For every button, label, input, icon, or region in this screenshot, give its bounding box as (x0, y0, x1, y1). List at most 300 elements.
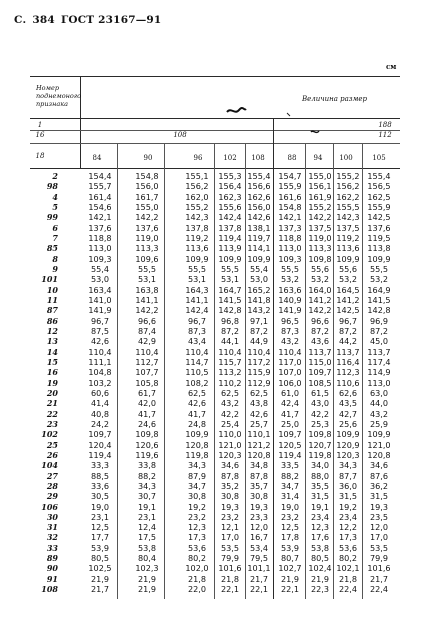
table-cell: 21,9 (137, 573, 157, 584)
table-cell: 142,1 (278, 212, 302, 223)
table-cell: 119,8 (185, 449, 209, 460)
table-cell: 142,2 (308, 212, 332, 223)
table-cell: 165,2 (247, 284, 271, 295)
table-cell: 137,5 (308, 222, 332, 233)
table-cell: 109,9 (185, 429, 209, 440)
table-cell: 53,1 (220, 274, 240, 285)
table-cell: 62,5 (220, 387, 240, 398)
table-cell: 156,5 (367, 181, 391, 192)
table-cell: 156,2 (336, 181, 360, 192)
table-cell: 163,6 (278, 284, 302, 295)
table-cell: 164,9 (367, 284, 391, 295)
table-cell: 101,1 (247, 563, 271, 574)
table-cell: 155,7 (88, 181, 112, 192)
table-cell: 106,0 (278, 377, 302, 388)
table-cell: 62,5 (187, 387, 207, 398)
table-cell: 31,4 (280, 491, 300, 502)
table-cell: 79,9 (369, 553, 389, 564)
row-label: 2 (52, 171, 58, 181)
table-cell: 23,2 (220, 511, 240, 522)
table-cell: 110,2 (218, 377, 242, 388)
table-cell: 110,4 (185, 346, 209, 357)
table-cell: 115,7 (218, 356, 242, 367)
table-cell: 137,3 (278, 222, 302, 233)
table-cell: 34,0 (310, 460, 330, 471)
table-cell: 141,9 (278, 305, 302, 316)
row-label: 102 (41, 429, 58, 440)
table-cell: 112,9 (247, 377, 271, 388)
col-header: 96 (193, 154, 203, 162)
table-cell: 44,9 (249, 336, 269, 347)
table-cell: 140,9 (278, 294, 302, 305)
table-cell: 34,3 (338, 460, 358, 471)
col-102 (215, 171, 245, 594)
table-cell: 109,7 (308, 367, 332, 378)
table-cell: 141,2 (336, 294, 360, 305)
table-cell: 87,2 (220, 325, 240, 336)
table-cell: 36,0 (338, 480, 358, 491)
table-cell: 120,4 (88, 439, 112, 450)
size-value-header: Величина размер (302, 95, 368, 103)
table-cell: 117,4 (367, 356, 391, 367)
table-cell: 17,3 (187, 532, 207, 543)
table-cell: 21,7 (369, 573, 389, 584)
table-cell: 87,4 (137, 325, 157, 336)
table-cell: 55,6 (310, 263, 330, 274)
table-cell: 119,0 (135, 232, 159, 243)
table-cell: 88,0 (310, 470, 330, 481)
table-cell: 87,3 (187, 325, 207, 336)
table-cell: 164,5 (336, 284, 360, 295)
table-cell: 43,6 (310, 336, 330, 347)
table-cell: 12,5 (90, 522, 110, 533)
col-94 (305, 171, 335, 594)
row-label: 12 (46, 325, 58, 336)
table-cell: 109,8 (308, 429, 332, 440)
table-cell: 161,4 (88, 191, 112, 202)
page-prefix: С. (14, 14, 27, 26)
table-cell: 113,8 (367, 243, 391, 254)
table-cell: 53,2 (338, 274, 358, 285)
table-cell: 42,6 (249, 408, 269, 419)
table-cell: 142,4 (218, 212, 242, 223)
col-105 (364, 171, 394, 594)
table-cell: 154,4 (88, 171, 112, 181)
ink-mark-2 (310, 128, 320, 136)
table-cell: 53,8 (310, 542, 330, 553)
table-cell: 119,5 (367, 232, 391, 243)
header-row1-label: 1 (37, 121, 43, 129)
table-cell: 109,9 (336, 253, 360, 264)
table-cell: 24,6 (137, 418, 157, 429)
table-cell: 80,7 (280, 553, 300, 564)
table-cell: 44,0 (369, 398, 389, 409)
table-cell: 115,9 (247, 367, 271, 378)
table-cell: 53,9 (280, 542, 300, 553)
table-cell: 110,4 (218, 346, 242, 357)
table-cell: 96,7 (90, 315, 110, 326)
table-cell: 53,6 (338, 542, 358, 553)
table-cell: 109,9 (367, 429, 391, 440)
table-cell: 120,8 (247, 449, 271, 460)
row-label: 19 (46, 377, 58, 388)
table-cell: 96,6 (137, 315, 157, 326)
table-cell: 30,8 (249, 491, 269, 502)
table-cell: 33,6 (90, 480, 110, 491)
table-cell: 109,9 (185, 253, 209, 264)
table-cell: 142,3 (336, 212, 360, 223)
table-cell: 55,5 (220, 263, 240, 274)
table-cell: 42,0 (137, 398, 157, 409)
table-cell: 25,6 (338, 418, 358, 429)
table-cell: 30,8 (220, 491, 240, 502)
table-cell: 118,8 (88, 232, 112, 243)
table-cell: 41,7 (280, 408, 300, 419)
table-cell: 120,5 (278, 439, 302, 450)
table-cell: 107,7 (135, 367, 159, 378)
table-cell: 109,8 (135, 429, 159, 440)
row-label: 15 (46, 356, 58, 367)
table-cell: 23,4 (310, 511, 330, 522)
table-cell: 62,5 (249, 387, 269, 398)
table-cell: 21,8 (187, 573, 207, 584)
table-cell: 43,4 (187, 336, 207, 347)
table-cell: 119,2 (185, 232, 209, 243)
table-cell: 36,2 (369, 480, 389, 491)
table-cell: 110,4 (135, 346, 159, 357)
table-cell: 55,4 (249, 263, 269, 274)
table-cell: 87,7 (338, 470, 358, 481)
col-header: 94 (313, 154, 323, 162)
row-label: 28 (46, 480, 58, 491)
table-cell: 19,0 (280, 501, 300, 512)
table-cell: 113,3 (135, 243, 159, 254)
row-label: 16 (46, 367, 58, 378)
header-row2-label: 16 (35, 131, 45, 139)
table-cell: 119,0 (308, 232, 332, 243)
table-cell: 12,3 (310, 522, 330, 533)
table-cell: 110,4 (278, 346, 302, 357)
table-cell: 19,1 (137, 501, 157, 512)
table-cell: 110,4 (247, 346, 271, 357)
table-cell: 156,1 (308, 181, 332, 192)
table-cell: 155,1 (185, 171, 209, 181)
table-cell: 113,3 (308, 243, 332, 254)
table-cell: 163,4 (88, 284, 112, 295)
table-cell: 155,2 (336, 171, 360, 181)
table-cell: 113,9 (218, 243, 242, 254)
table-cell: 53,5 (220, 542, 240, 553)
table-cell: 24,8 (187, 418, 207, 429)
table-cell: 30,8 (187, 491, 207, 502)
table-cell: 118,8 (278, 232, 302, 243)
table-cell: 164,7 (218, 284, 242, 295)
table-cell: 42,9 (137, 336, 157, 347)
table-cell: 154,7 (278, 171, 302, 181)
table-cell: 113,0 (367, 377, 391, 388)
table-cell: 41,4 (90, 398, 110, 409)
table-cell: 120,8 (367, 449, 391, 460)
row-label: 33 (46, 542, 58, 553)
table-cell: 161,9 (308, 191, 332, 202)
table-cell: 12,4 (137, 522, 157, 533)
unit-label: см (386, 62, 397, 71)
table-cell: 109,9 (218, 253, 242, 264)
table-cell: 104,8 (88, 367, 112, 378)
table-cell: 53,2 (280, 274, 300, 285)
table-cell: 25,7 (249, 418, 269, 429)
table-cell: 23,1 (137, 511, 157, 522)
table-cell: 19,2 (338, 501, 358, 512)
table-cell: 80,4 (137, 553, 157, 564)
row-label: 89 (46, 553, 58, 564)
table-cell: 116,4 (336, 356, 360, 367)
table-cell: 105,8 (135, 377, 159, 388)
row-label: 21 (46, 398, 58, 409)
table-cell: 31,5 (338, 491, 358, 502)
table-cell: 87,5 (90, 325, 110, 336)
table-cell: 53,5 (369, 542, 389, 553)
table-cell: 102,3 (135, 563, 159, 574)
table-cell: 142,5 (336, 305, 360, 316)
table-cell: 110,4 (88, 346, 112, 357)
table-cell: 113,6 (185, 243, 209, 254)
table-cell: 162,2 (336, 191, 360, 202)
table-cell: 53,0 (90, 274, 110, 285)
table-cell: 25,4 (220, 418, 240, 429)
header-rule-2 (30, 130, 400, 131)
table-cell: 156,2 (185, 181, 209, 192)
table-cell: 96,7 (187, 315, 207, 326)
table-cell: 53,2 (310, 274, 330, 285)
table-cell: 21,7 (90, 584, 110, 595)
table-cell: 21,9 (90, 573, 110, 584)
table-cell: 142,2 (308, 305, 332, 316)
table-cell: 112,7 (135, 356, 159, 367)
table-cell: 154,6 (88, 201, 112, 212)
table-cell: 119,8 (308, 449, 332, 460)
table-cell: 12,1 (220, 522, 240, 533)
table-cell: 17,5 (137, 532, 157, 543)
table-cell: 33,5 (280, 460, 300, 471)
table-cell: 120,6 (135, 439, 159, 450)
table-cell: 137,8 (218, 222, 242, 233)
table-cell: 162,0 (185, 191, 209, 202)
table-cell: 17,0 (220, 532, 240, 543)
table-cell: 80,2 (187, 553, 207, 564)
table-cell: 80,5 (310, 553, 330, 564)
table-cell: 41,7 (187, 408, 207, 419)
table-cell: 19,1 (310, 501, 330, 512)
table-cell: 117,2 (247, 356, 271, 367)
table-cell: 109,9 (367, 253, 391, 264)
table-cell: 156,6 (247, 181, 271, 192)
table-cell: 114,9 (367, 367, 391, 378)
table-cell: 34,7 (280, 480, 300, 491)
table-cell: 42,7 (338, 408, 358, 419)
table-cell: 162,5 (367, 191, 391, 202)
table-cell: 53,1 (187, 274, 207, 285)
table-cell: 156,0 (247, 201, 271, 212)
table-cell: 88,2 (280, 470, 300, 481)
table-cell: 41,7 (137, 408, 157, 419)
table-cell: 114,1 (247, 243, 271, 254)
table-cell: 88,2 (137, 470, 157, 481)
row-label: 27 (46, 470, 58, 481)
table-cell: 62,6 (338, 387, 358, 398)
table-cell: 34,3 (187, 460, 207, 471)
table-cell: 79,9 (220, 553, 240, 564)
table-cell: 33,8 (137, 460, 157, 471)
table-cell: 17,7 (90, 532, 110, 543)
table-cell: 142,6 (247, 212, 271, 223)
table-cell: 142,8 (218, 305, 242, 316)
table-cell: 113,7 (308, 346, 332, 357)
table-cell: 87,9 (187, 470, 207, 481)
table-cell: 53,8 (137, 542, 157, 553)
table-cell: 19,3 (220, 501, 240, 512)
table-cell: 137,6 (135, 222, 159, 233)
table-cell: 96,8 (220, 315, 240, 326)
header-row1-value: 188 (378, 121, 392, 129)
table-cell: 102,5 (88, 563, 112, 574)
table-cell: 109,3 (88, 253, 112, 264)
table-cell: 112,3 (336, 367, 360, 378)
row-label: 13 (46, 336, 58, 347)
table-cell: 154,8 (278, 201, 302, 212)
row-label: 14 (46, 346, 58, 357)
table-cell: 120,7 (308, 439, 332, 450)
table-cell: 30,7 (137, 491, 157, 502)
col-108 (244, 171, 274, 594)
table-cell: 155,2 (308, 201, 332, 212)
table-cell: 87,6 (369, 470, 389, 481)
table-cell: 25,0 (280, 418, 300, 429)
table-cell: 109,9 (247, 253, 271, 264)
table-cell: 110,5 (185, 367, 209, 378)
table-cell: 109,7 (88, 429, 112, 440)
table-cell: 23,4 (338, 511, 358, 522)
table-cell: 34,6 (220, 460, 240, 471)
row-label: 99 (46, 212, 58, 223)
table-cell: 80,2 (338, 553, 358, 564)
col-header: 105 (372, 154, 386, 162)
table-cell: 43,0 (310, 398, 330, 409)
row-label: 104 (41, 460, 58, 471)
table-cell: 55,6 (338, 263, 358, 274)
table-cell: 19,3 (249, 501, 269, 512)
table-cell: 142,4 (185, 305, 209, 316)
table-cell: 61,0 (280, 387, 300, 398)
ink-mark (225, 106, 247, 116)
table-cell: 119,4 (218, 232, 242, 243)
col-84 (85, 171, 115, 594)
table-cell: 42,2 (220, 408, 240, 419)
table-cell: 96,6 (310, 315, 330, 326)
feature-number-header: Номер поднемоного признака (36, 84, 82, 108)
standard-code: ГОСТ 23167—91 (60, 14, 162, 26)
table-cell: 21,7 (249, 573, 269, 584)
table-cell: 107,0 (278, 367, 302, 378)
table-cell: 141,9 (88, 305, 112, 316)
col-header: 100 (339, 154, 353, 162)
table-cell: 19,3 (369, 501, 389, 512)
table-cell: 25,3 (310, 418, 330, 429)
table-cell: 137,5 (336, 222, 360, 233)
table-cell: 155,5 (336, 201, 360, 212)
table-cell: 102,4 (308, 563, 332, 574)
table-cell: 21,9 (280, 573, 300, 584)
table-cell: 121,0 (367, 439, 391, 450)
table-cell: 164,0 (308, 284, 332, 295)
table-cell: 19,2 (187, 501, 207, 512)
table-cell: 142,3 (185, 212, 209, 223)
table-cell: 109,6 (135, 253, 159, 264)
table-cell: 113,7 (336, 346, 360, 357)
col-90 (132, 171, 162, 594)
table-cell: 110,0 (218, 429, 242, 440)
table-cell: 119,6 (135, 449, 159, 460)
col-header: 84 (92, 154, 102, 162)
table-cell: 137,8 (185, 222, 209, 233)
table-cell: 44,1 (220, 336, 240, 347)
table-cell: 23,5 (369, 511, 389, 522)
table-cell: 34,3 (137, 480, 157, 491)
table-cell: 97,1 (249, 315, 269, 326)
table-cell: 142,5 (367, 212, 391, 223)
table-cell: 103,2 (88, 377, 112, 388)
table-cell: 43,5 (338, 398, 358, 409)
table-cell: 161,7 (135, 191, 159, 202)
table-cell: 138,1 (247, 222, 271, 233)
table-cell: 109,9 (336, 429, 360, 440)
col-88 (275, 171, 305, 594)
table-cell: 113,0 (88, 243, 112, 254)
table-cell: 17,3 (338, 532, 358, 543)
table-cell: 55,5 (137, 263, 157, 274)
table-cell: 155,9 (278, 181, 302, 192)
table-cell: 42,6 (90, 336, 110, 347)
table-cell: 155,4 (247, 171, 271, 181)
table-cell: 141,1 (135, 294, 159, 305)
row-label: 87 (46, 305, 58, 316)
page-header (14, 14, 167, 26)
table-cell: 113,2 (218, 367, 242, 378)
row-label: 90 (46, 563, 58, 574)
table-cell: 12,0 (369, 522, 389, 533)
table-top-rule (30, 76, 400, 77)
col-header: 88 (287, 154, 297, 162)
table-cell: 88,5 (90, 470, 110, 481)
table-cell: 35,7 (249, 480, 269, 491)
row-label: 26 (46, 449, 58, 460)
table-cell: 30,5 (90, 491, 110, 502)
table-cell: 142,2 (135, 305, 159, 316)
row-label: 85 (46, 243, 58, 254)
table-cell: 42,2 (310, 408, 330, 419)
table-cell: 142,1 (88, 212, 112, 223)
row-label: 5 (52, 201, 58, 212)
table-cell: 117,0 (278, 356, 302, 367)
table-cell: 21,8 (338, 573, 358, 584)
table-cell: 156,4 (218, 181, 242, 192)
table-cell: 141,2 (308, 294, 332, 305)
row-label: 8 (52, 253, 58, 264)
table-cell: 55,5 (369, 263, 389, 274)
table-cell: 120,3 (336, 449, 360, 460)
table-cell: 113,6 (336, 243, 360, 254)
header-row3-label: 18 (35, 152, 45, 160)
